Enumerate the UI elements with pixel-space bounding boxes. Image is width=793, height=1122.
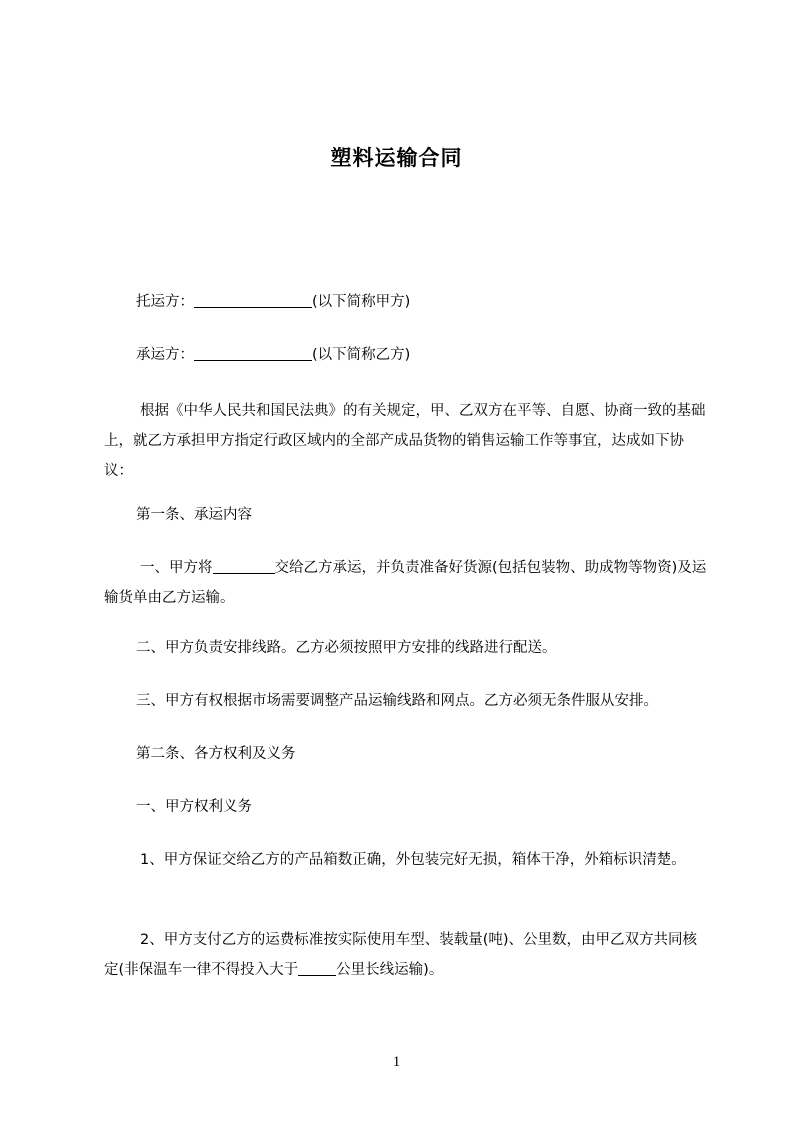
article2-sub1: 一、甲方权利义务 [136, 799, 252, 815]
article1-item1-prefix: 一、甲方将 [140, 560, 213, 576]
page-number: 1 [392, 1054, 401, 1070]
article2-heading: 第二条、各方权利及义务 [136, 746, 296, 762]
intro-paragraph [104, 396, 708, 486]
shipper-label: 托运方： [136, 294, 194, 310]
intro-text: 根据《中华人民共和国民法典》的有关规定，甲、乙双方在平等、自愿、协商一致的基础上，就乙方承担甲方指定行政区域内的全部产成品货物的销售运输工作等事宜，达成如下协议： [104, 403, 706, 479]
document-title: 塑料运输合同 [330, 146, 463, 170]
carrier-label: 承运方： [136, 347, 194, 363]
shipper-blank [194, 293, 312, 309]
article2-point2 [104, 925, 708, 985]
article1-item1-suffix: 交给乙方承运，并负责准备好货源(包括包装物、助成物等物资)及运输货单由乙方运输。 [104, 560, 707, 606]
carrier-suffix: (以下简称乙方) [312, 347, 411, 363]
carrier-blank [194, 346, 312, 362]
distance-blank [298, 961, 336, 977]
article2-point2-prefix: 2、甲方支付乙方的运费标准按实际使用车型、装载量(吨)、公里数，由甲乙双方共同核定(非保温车一律不得投入大于 [104, 932, 698, 978]
article1-item2: 二、甲方负责安排线路。乙方必须按照甲方安排的线路进行配送。 [136, 640, 557, 656]
shipper-line [136, 287, 410, 317]
shipper-suffix: (以下简称甲方) [312, 294, 411, 310]
carrier-line [136, 340, 410, 370]
article2-point1-text: 1、甲方保证交给乙方的产品箱数正确，外包装完好无损，箱体干净，外箱标识清楚。 [140, 852, 686, 868]
article2-point1 [104, 845, 708, 875]
goods-blank [213, 559, 275, 575]
article1-heading: 第一条、承运内容 [136, 507, 252, 523]
article1-item3: 三、甲方有权根据市场需要调整产品运输线路和网点。乙方必须无条件服从安排。 [136, 693, 658, 709]
article2-point2-suffix: 公里长线运输)。 [336, 962, 444, 978]
article1-item1 [104, 553, 708, 613]
